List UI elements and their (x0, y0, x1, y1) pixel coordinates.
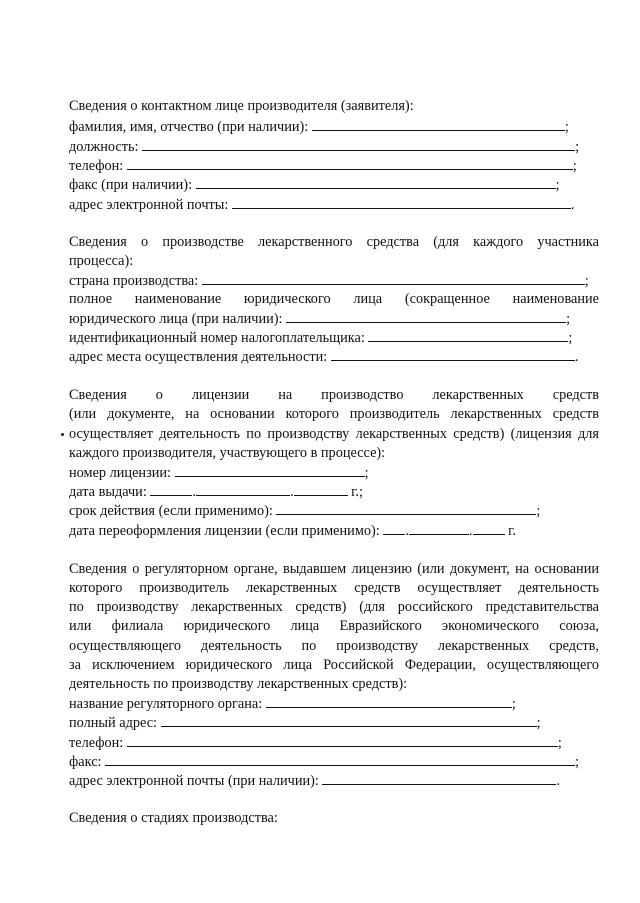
regulator-address-label: полный адрес: (69, 715, 158, 731)
regulator-heading-line3: по производству лекарственных средств) (для российского представительства (69, 599, 599, 615)
production-inn-label: идентификационный номер налогоплательщика: (69, 330, 365, 346)
regulator-name-row (69, 694, 599, 714)
punct: г.; (351, 484, 363, 500)
punct: ; (364, 465, 369, 481)
contact-position-label: должность: (69, 139, 139, 155)
contact-fax-field[interactable] (196, 175, 556, 189)
contact-fax-row (69, 175, 599, 195)
regulator-heading-line4: или филиала юридического лица Евразийского экономического союза, (69, 618, 599, 634)
contact-fio-label: фамилия, имя, отчество (при наличии): (69, 119, 309, 135)
license-reissue-day[interactable] (383, 521, 405, 535)
contact-email-label: адрес электронной почты: (69, 197, 229, 213)
license-heading-line2: (или документе, на основании которого производитель лекарственных средств (69, 406, 599, 422)
regulator-address-field[interactable] (161, 713, 537, 727)
contact-position-field[interactable] (142, 137, 575, 151)
license-number-field[interactable] (175, 463, 365, 477)
contact-heading: Сведения о контактном лице производителя (заявителя): (69, 98, 414, 114)
production-inn-field[interactable] (368, 328, 568, 342)
license-validity-label: срок действия (если применимо): (69, 503, 273, 519)
license-number-row (69, 463, 599, 483)
license-issue-day[interactable] (150, 482, 192, 496)
stages-heading: Сведения о стадиях производства: (69, 810, 278, 826)
punct: ; (557, 735, 562, 751)
license-issue-year[interactable] (294, 482, 348, 496)
production-address-field[interactable] (331, 347, 575, 361)
regulator-heading-line1: Сведения о регуляторном органе, выдавшем лицензию (или документ, на основании (69, 561, 599, 577)
punct: ; (572, 158, 577, 174)
regulator-email-label: адрес электронной почты (при наличии): (69, 773, 319, 789)
license-reissue-label: дата переоформления лицензии (если применимо): (69, 523, 380, 539)
punct: . (468, 523, 473, 539)
license-reissue-month[interactable] (409, 521, 469, 535)
punct: ; (575, 139, 580, 155)
license-issue-month[interactable] (196, 482, 290, 496)
production-country-row (69, 271, 599, 291)
regulator-heading-line7: деятельность по производству лекарственных средств): (69, 676, 408, 692)
license-reissue-year[interactable] (473, 521, 505, 535)
license-heading-line4: каждого производителя, участвующего в процессе): (69, 445, 386, 461)
regulator-name-field[interactable] (266, 694, 512, 708)
production-address-row (69, 347, 599, 367)
production-address-label: адрес места осуществления деятельности: (69, 349, 328, 365)
regulator-phone-row (69, 733, 599, 753)
regulator-name-label: название регуляторного органа: (69, 696, 263, 712)
regulator-heading-line5: осуществляющего деятельность по производству лекарственных средств, (69, 638, 599, 654)
production-heading-line1: Сведения о производстве лекарственного средства (для каждого участника (69, 234, 599, 250)
punct: . (556, 773, 561, 789)
production-fullname-row (69, 309, 599, 329)
regulator-address-row (69, 713, 599, 733)
punct: . (405, 523, 409, 539)
contact-email-row (69, 195, 599, 215)
license-issue-row (69, 482, 599, 502)
license-heading-line1: Сведения о лицензии на производство лекарственных средств (69, 387, 599, 403)
regulator-heading-line2: которого производитель лекарственных средств осуществляет деятельность (69, 580, 599, 596)
production-country-label: страна производства: (69, 273, 199, 289)
production-fullname-label: юридического лица (при наличии): (69, 311, 283, 327)
contact-fio-field[interactable] (312, 117, 565, 131)
license-number-label: номер лицензии: (69, 465, 171, 481)
punct: г. (508, 523, 516, 539)
regulator-fax-row (69, 752, 599, 772)
contact-fax-label: факс (при наличии): (69, 177, 193, 193)
punct: . (570, 197, 575, 213)
scan-dot (61, 433, 64, 436)
punct: . (192, 484, 196, 500)
regulator-fax-label: факс: (69, 754, 102, 770)
punct: ; (568, 330, 573, 346)
punct: . (574, 349, 579, 365)
punct: ; (536, 503, 541, 519)
regulator-email-row (69, 771, 599, 791)
regulator-email-field[interactable] (322, 771, 556, 785)
regulator-heading-line6: за исключением юридического лица Российской Федерации, осуществляющего (69, 657, 599, 673)
production-fullname-line1: полное наименование юридического лица (сокращенное наименование (69, 291, 599, 307)
license-validity-field[interactable] (276, 501, 536, 515)
production-country-field[interactable] (202, 271, 585, 285)
production-heading-line2: процесса): (69, 253, 134, 269)
punct: ; (555, 177, 560, 193)
punct: ; (584, 273, 589, 289)
punct: ; (566, 311, 571, 327)
contact-email-field[interactable] (232, 195, 571, 209)
contact-position-row (69, 137, 599, 157)
license-heading-line3: осуществляет деятельность по производству лекарственных средств) (лицензия для (69, 426, 599, 442)
license-validity-row (69, 501, 599, 521)
contact-fio-row (69, 117, 599, 137)
regulator-phone-field[interactable] (127, 733, 558, 747)
regulator-fax-field[interactable] (105, 752, 575, 766)
punct: ; (511, 696, 516, 712)
contact-phone-label: телефон: (69, 158, 124, 174)
punct: . (289, 484, 294, 500)
punct: ; (536, 715, 541, 731)
license-reissue-row (69, 521, 599, 541)
punct: ; (564, 119, 569, 135)
production-fullname-field[interactable] (286, 309, 566, 323)
contact-phone-field[interactable] (127, 156, 573, 170)
production-inn-row (69, 328, 599, 348)
license-issue-label: дата выдачи: (69, 484, 147, 500)
punct: ; (575, 754, 580, 770)
contact-phone-row (69, 156, 599, 176)
regulator-phone-label: телефон: (69, 735, 124, 751)
